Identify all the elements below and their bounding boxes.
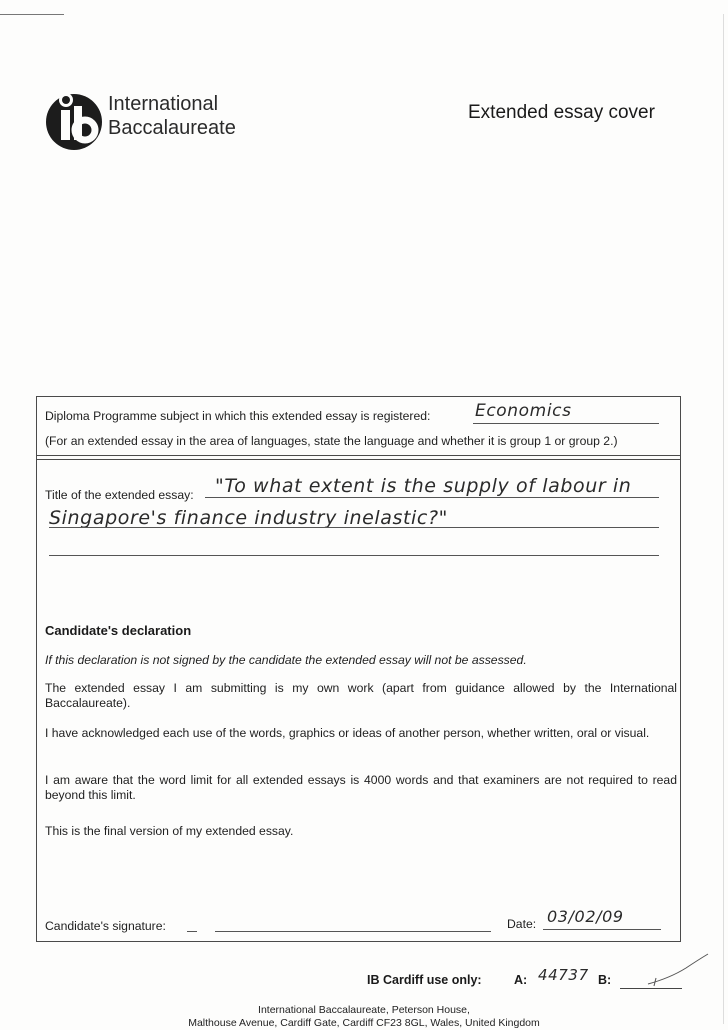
declaration-para-2: I have acknowledged each use of the words, graphics or ideas of another person, whether written, oral or visual. [45, 726, 650, 740]
divider [37, 459, 680, 460]
declaration-para-3: I am aware that the word limit for all extended essays is 4000 words and that examiners are not required to read beyond this limit. [45, 773, 677, 802]
declaration-para-4: This is the final version of my extended essay. [45, 824, 294, 838]
divider [37, 455, 680, 456]
subject-label: Diploma Programme subject in which this extended essay is registered: [45, 409, 431, 423]
cover-title: Extended essay cover [468, 102, 655, 123]
declaration-warning: If this declaration is not signed by the candidate the extended essay will not be assessed. [45, 653, 527, 667]
cover-form [36, 396, 681, 942]
title-rule-3 [49, 555, 659, 556]
office-a-label: A: [514, 973, 528, 987]
signature-line[interactable] [215, 931, 491, 932]
date-value[interactable]: 03/02/09 [547, 907, 624, 926]
office-b-label: B: [598, 973, 612, 987]
office-b-mark [640, 950, 712, 990]
office-use-label: IB Cardiff use only: [367, 973, 482, 987]
date-label: Date: [507, 917, 537, 931]
declaration-para-1: The extended essay I am submitting is my own work (apart from guidance allowed by the International Baccalaureate). [45, 681, 677, 710]
title-line2[interactable]: Singapore's finance industry inelastic?" [49, 507, 448, 529]
ib-logo [44, 88, 104, 152]
date-line [543, 929, 661, 930]
title-line1[interactable]: "To what extent is the supply of labour in [215, 475, 632, 497]
org-name [108, 92, 236, 140]
signature-label: Candidate's signature: [45, 919, 166, 933]
org-name-line1: International [108, 93, 219, 115]
office-a-value: 44737 [538, 966, 589, 984]
org-name-line2: Baccalaureate [108, 117, 236, 139]
subject-line [473, 423, 659, 424]
page-edge [723, 14, 724, 1024]
page-edge [0, 0, 64, 15]
title-rule-2 [49, 527, 659, 528]
subject-value[interactable]: Economics [475, 401, 572, 421]
subject-note: (For an extended essay in the area of languages, state the language and whether it is group 1 or group 2.) [45, 434, 618, 448]
title-label: Title of the extended essay: [45, 488, 194, 502]
signature-line [187, 931, 197, 932]
title-rule-1 [205, 497, 659, 498]
footer-address-line2: Malthouse Avenue, Cardiff Gate, Cardiff CF23 8GL, Wales, United Kingdom [188, 1017, 540, 1029]
declaration-heading: Candidate's declaration [45, 623, 192, 638]
footer-address-line1: International Baccalaureate, Peterson House, [258, 1004, 470, 1016]
